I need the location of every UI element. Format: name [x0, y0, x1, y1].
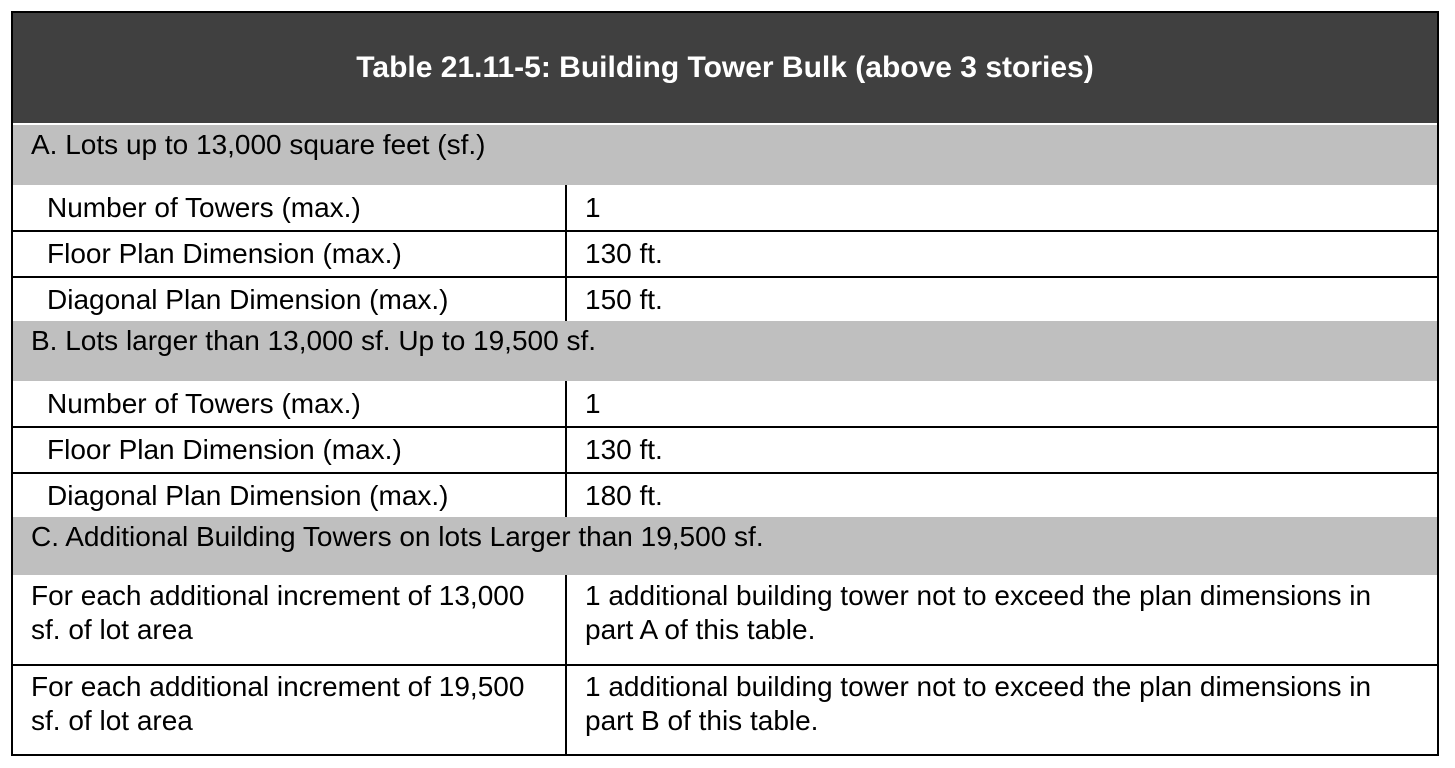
row-value: 130 ft.: [585, 238, 663, 269]
table-row: [13, 426, 1437, 472]
section-c-heading: C. Additional Building Towers on lots Larger than 19,500 sf.: [13, 517, 1437, 575]
table-row: [13, 472, 1437, 517]
building-tower-bulk-table: [11, 11, 1439, 756]
row-value: 1 additional building tower not to exceed the plan dimensions in part B of this table.: [585, 671, 1372, 736]
row-value: 1 additional building tower not to exceed the plan dimensions in part A of this table.: [585, 580, 1372, 645]
table-row: [13, 664, 1437, 754]
row-label: Diagonal Plan Dimension (max.): [13, 278, 567, 321]
table-row: [13, 575, 1437, 664]
table-row: [13, 276, 1437, 321]
table-row: [13, 230, 1437, 276]
row-value: 1: [585, 191, 601, 223]
row-value: 1: [585, 387, 601, 419]
row-value: 150 ft.: [585, 283, 663, 315]
table-title: Table 21.11-5: Building Tower Bulk (above 3 stories): [13, 13, 1437, 125]
row-label: Floor Plan Dimension (max.): [13, 232, 567, 276]
row-value: 130 ft.: [585, 434, 663, 465]
row-label: Number of Towers (max.): [13, 185, 567, 230]
table-row: [13, 381, 1437, 426]
row-label: For each additional increment of 19,500 sf. of lot area: [13, 666, 567, 754]
section-a-heading: A. Lots up to 13,000 square feet (sf.): [13, 125, 1437, 185]
row-label: Floor Plan Dimension (max.): [13, 428, 567, 472]
section-b-heading: B. Lots larger than 13,000 sf. Up to 19,500 sf.: [13, 321, 1437, 381]
row-label: Diagonal Plan Dimension (max.): [13, 474, 567, 517]
row-value: 180 ft.: [585, 479, 663, 511]
table-row: [13, 185, 1437, 230]
row-label: For each additional increment of 13,000 sf. of lot area: [13, 575, 567, 664]
row-label: Number of Towers (max.): [13, 381, 567, 426]
